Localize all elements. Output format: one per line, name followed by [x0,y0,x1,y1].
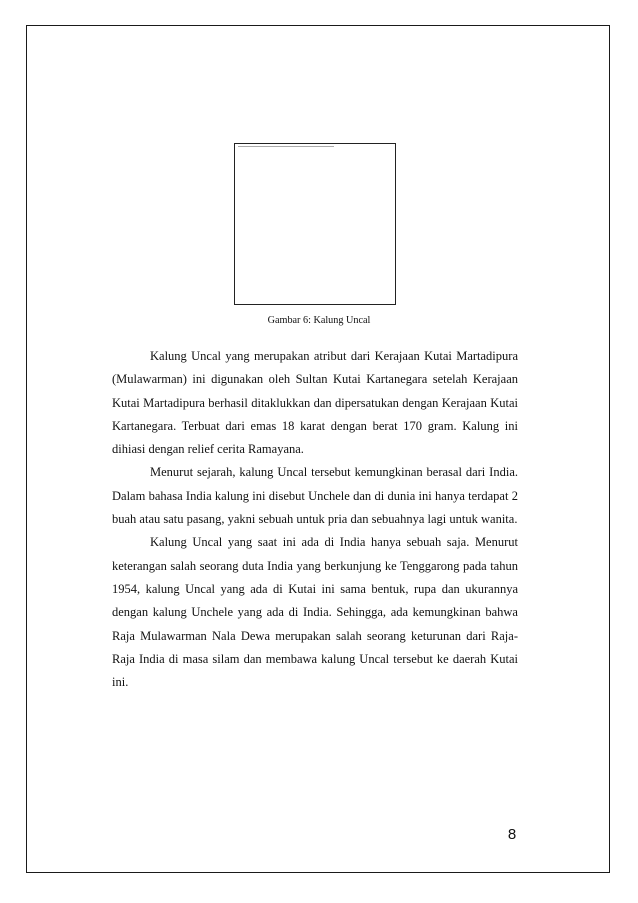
paragraph: Kalung Uncal yang saat ini ada di India hanya sebuah saja. Menurut keterangan salah seorang duta India yang berkunjung ke Tenggarong pada tahun 1954, kalung Uncal yang ada di Kutai ini sama bentuk, rupa dan ukurannya dengan kalung Unchele yang ada di India. Sehingga, ada kemungkinan bahwa Raja Mulawarman Nala Dewa merupakan salah seorang keturunan dari Raja-Raja India di masa silam dan membawa kalung Uncal tersebut ke daerah Kutai ini. [112,535,518,690]
figure-image-placeholder [234,143,396,305]
page-number: 8 [507,826,517,843]
figure-image-artifact [238,146,334,147]
paragraph: Kalung Uncal yang merupakan atribut dari Kerajaan Kutai Martadipura (Mulawarman) ini digunakan oleh Sultan Kutai Kartanegara setelah Kerajaan Kutai Martadipura berhasil ditaklukkan dan dipersatukan dengan Kerajaan Kutai Kartanegara. Terbuat dari emas 18 karat dengan berat 170 gram. Kalung ini dihiasi dengan relief cerita Ramayana. [112,349,518,457]
body-text [112,345,518,694]
paragraph: Menurut sejarah, kalung Uncal tersebut kemungkinan berasal dari India. Dalam bahasa India kalung ini disebut Unchele dan di dunia ini hanya terdapat 2 buah atau satu pasang, yakni sebuah untuk pria dan sebuahnya lagi untuk wanita. [112,465,518,527]
figure-caption: Gambar 6: Kalung Uncal [267,315,371,326]
